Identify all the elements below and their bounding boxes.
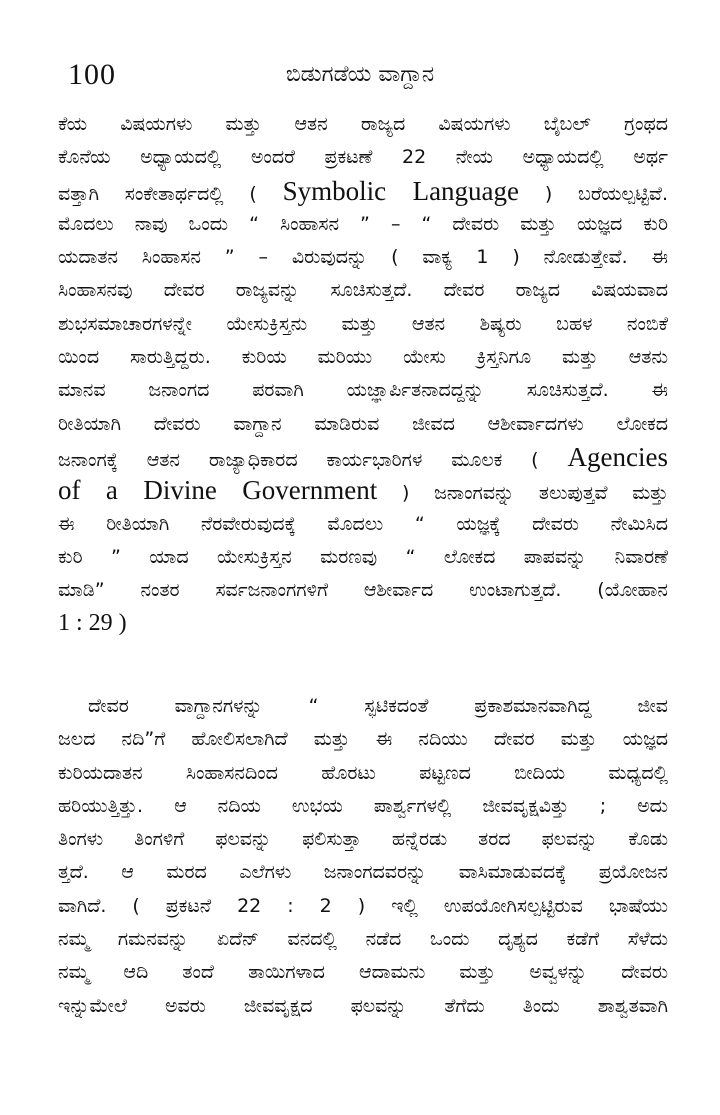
text-line xyxy=(58,607,668,640)
line-text: ) ಜನಾಂಗವನ್ನು ತಲುಪುತ್ತವೆ ಮತ್ತು xyxy=(377,482,668,505)
text-line: ನಮ್ಮ ಆದಿ ತಂದೆ ತಾಯಿಗಳಾದ ಆದಾಮನು ಮತ್ತು ಅವ್ವಳನ್ನು ದೇವರು xyxy=(58,961,668,984)
text-line: ಶುಭಸಮಾಚಾರಗಳನ್ನೇ ಯೇಸುಕ್ರಿಸ್ತನು ಮತ್ತು ಆತನ ಶಿಷ್ಯರು ಬಹಳ ನಂಬಿಕೆ xyxy=(58,312,668,335)
text-line xyxy=(58,474,668,507)
text-line: ಕುರಿ ” ಯಾದ ಯೇಸುಕ್ರಿಸ್ತನ ಮರಣವು “ ಲೋಕದ ಪಾಪವನ್ನು ನಿವಾರಣೆ xyxy=(58,545,668,568)
text-line: ನಮ್ಮ ಗಮನವನ್ನು ಏದೆನ್ ವನದಲ್ಲಿ ನಡೆದ ಒಂದು ದೃಶ್ಯದ ಕಡೆಗೆ ಸೆಳೆದು xyxy=(58,928,668,951)
text-line: ತ್ತದೆ. ಆ ಮರದ ಎಲೆಗಳು ಜನಾಂಗದವರನ್ನು ವಾಸಿಮಾಡುವದಕ್ಕೆ ಪ್ರಯೋಜನ xyxy=(58,861,668,884)
text-line: ಮಾನವ ಜನಾಂಗದ ಪರವಾಗಿ ಯಜ್ಞಾರ್ಪಿತನಾದದ್ದನ್ನು ಸೂಚಿಸುತ್ತದೆ. ಈ xyxy=(58,379,668,402)
text-line: ಕೆಯ ವಿಷಯಗಳು ಮತ್ತು ಆತನ ರಾಜ್ಯದ ವಿಷಯಗಳು ಬೈಬಲ್ ಗ್ರಂಥದ xyxy=(58,113,668,135)
text-line: ಈ ರೀತಿಯಾಗಿ ನೆರವೇರುವುದಕ್ಕೆ ಮೊದಲು “ ಯಜ್ಞಕ್ಕೆ ದೇವರು ನೇಮಿಸಿದ xyxy=(58,512,668,535)
english-term: of a Divine Government xyxy=(58,475,378,506)
line-text: ವತ್ತಾಗಿ ಸಂಕೇತಾರ್ಥದಲ್ಲಿ ( xyxy=(58,182,283,205)
page-header xyxy=(60,58,660,98)
verse-reference: 1 : 29 ) xyxy=(58,610,127,637)
text-line: ತಿಂಗಳು ತಿಂಗಳಿಗೆ ಫಲವನ್ನು ಫಲಿಸುತ್ತಾ ಹನ್ನೆರಡು ತರದ ಫಲವನ್ನು ಕೊಡು xyxy=(58,828,668,851)
english-term: Symbolic Language xyxy=(282,175,520,206)
text-line xyxy=(58,441,668,474)
text-line: ಕೊನೆಯ ಅಧ್ಯಾಯದಲ್ಲಿ ಅಂದರೆ ಪ್ರಕಟಣೆ 22 ನೇಯ ಅಧ್ಯಾಯದಲ್ಲಿ ಅರ್ಥ xyxy=(58,146,668,169)
text-line: ಇನ್ನುಮೇಲೆ ಅವರು ಜೀವವೃಕ್ಷದ ಫಲವನ್ನು ತೆಗೆದು ತಿಂದು ಶಾಶ್ವತವಾಗಿ xyxy=(58,994,668,1017)
text-line: ಯದಾತನ ಸಿಂಹಾಸನ ” – ವಿರುವುದನ್ನು ( ವಾಕ್ಯ 1 ) ನೋಡುತ್ತೇವೆ. ಈ xyxy=(58,246,668,269)
text-line: ಯಿಂದ ಸಾರುತ್ತಿದ್ದರು. ಕುರಿಯ ಮರಿಯು ಯೇಸು ಕ್ರಿಸ್ತನಿಗೂ ಮತ್ತು ಆತನು xyxy=(58,346,668,369)
line-text: ) ಬರೆಯಲ್ಪಟ್ಟಿವೆ. xyxy=(519,182,668,205)
text-line: ಕುರಿಯದಾತನ ಸಿಂಹಾಸನದಿಂದ ಹೊರಟು ಪಟ್ಟಣದ ಬೀದಿಯ ಮಧ್ಯದಲ್ಲಿ xyxy=(58,761,668,784)
text-line: ರೀತಿಯಾಗಿ ದೇವರು ವಾಗ್ದಾನ ಮಾಡಿರುವ ಜೀವದ ಆಶೀರ್ವಾದಗಳು ಲೋಕದ xyxy=(58,412,668,435)
page-number: 100 xyxy=(68,58,116,91)
paragraph-2 xyxy=(58,690,668,1023)
running-title: ಬಿಡುಗಡೆಯ ವಾಗ್ದಾನ xyxy=(285,62,435,87)
text-line: ಹರಿಯುತ್ತಿತ್ತು. ಆ ನದಿಯ ಉಭಯ ಪಾರ್ಶ್ವಗಳಲ್ಲಿ ಜೀವವೃಕ್ಷವಿತ್ತು ; ಅದು xyxy=(58,794,668,817)
text-line: ಮೊದಲು ನಾವು ಒಂದು “ ಸಿಂಹಾಸನ ” – “ ದೇವರು ಮತ್ತು ಯಜ್ಞದ ಕುರಿ xyxy=(58,212,668,235)
line-text: ಜನಾಂಗಕ್ಕೆ ಆತನ ರಾಜ್ಯಾಧಿಕಾರದ ಕಾರ್ಯಭಾರಿಗಳ ಮೂಲಕ ( xyxy=(58,448,568,471)
text-line: ಮಾಡಿ” ನಂತರ ಸರ್ವಜನಾಂಗಗಳಿಗೆ ಆಶೀರ್ವಾದ ಉಂಟಾಗುತ್ತದೆ. (ಯೋಹಾನ xyxy=(58,579,668,602)
text-line: ಸಿಂಹಾಸನವು ದೇವರ ರಾಜ್ಯವನ್ನು ಸೂಚಿಸುತ್ತದೆ. ದೇವರ ರಾಜ್ಯದ ವಿಷಯವಾದ xyxy=(58,279,668,302)
english-term: Agencies xyxy=(567,441,668,472)
text-line: ವಾಗಿದೆ. ( ಪ್ರಕಟನೆ 22 : 2 ) ಇಲ್ಲಿ ಉಪಯೋಗಿಸಲ್ಪಟ್ಟಿರುವ ಭಾಷೆಯು xyxy=(58,894,668,917)
paragraph-1 xyxy=(58,108,668,641)
text-line: ಜಲದ ನದಿ”ಗೆ ಹೋಲಿಸಲಾಗಿದೆ ಮತ್ತು ಈ ನದಿಯು ದೇವರ ಮತ್ತು ಯಜ್ಞದ xyxy=(58,728,668,751)
text-line: ದೇವರ ವಾಗ್ದಾನಗಳನ್ನು “ ಸ್ಫಟಿಕದಂತೆ ಪ್ರಕಾಶಮಾನವಾಗಿದ್ದ ಜೀವ xyxy=(88,695,668,717)
text-line xyxy=(58,175,668,208)
